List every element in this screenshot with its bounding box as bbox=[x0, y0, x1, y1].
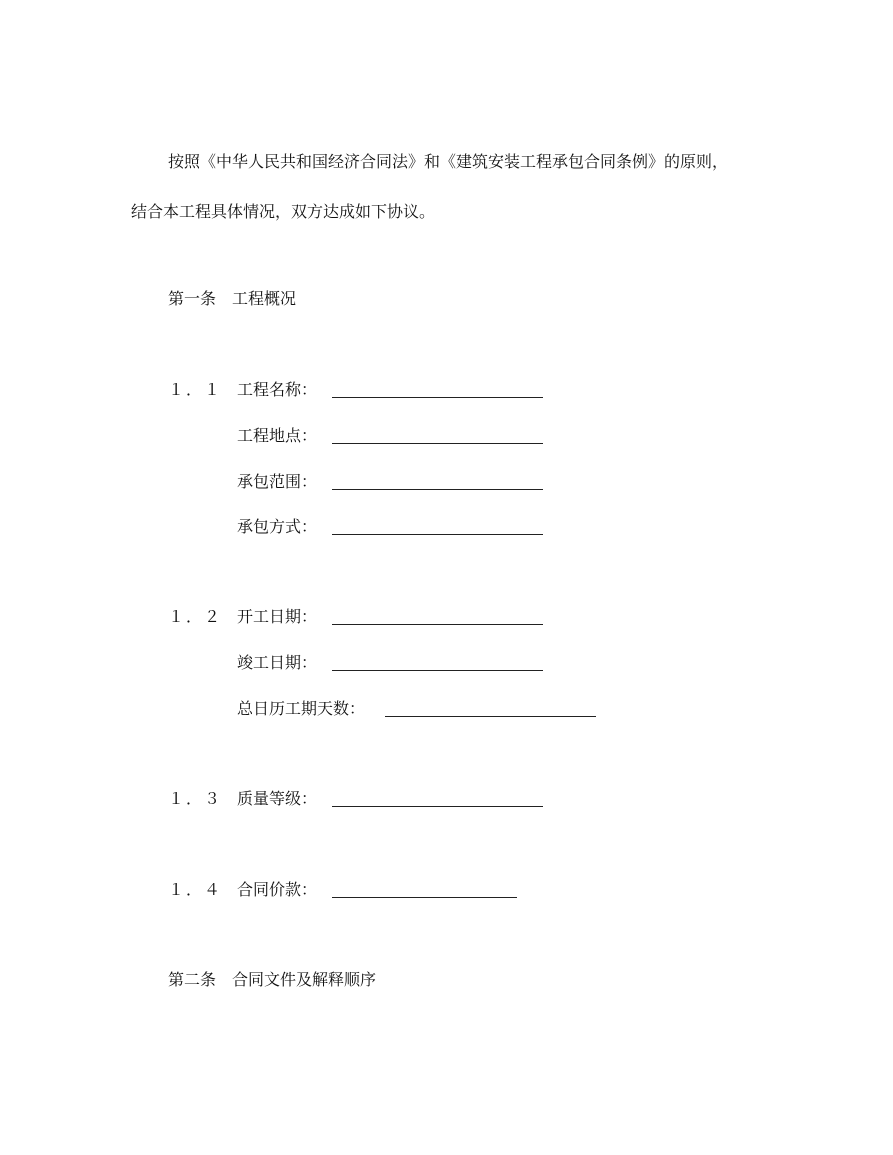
project-site-blank[interactable] bbox=[332, 443, 543, 444]
start-date-label: 开工日期： bbox=[237, 607, 318, 626]
quality-grade-label: 质量等级： bbox=[237, 789, 318, 808]
intro-line-1: 按照《中华人民共和国经济合同法》和《建筑安装工程承包合同条例》的原则， bbox=[168, 152, 729, 171]
article-2-heading: 第二条 合同文件及解释顺序 bbox=[168, 970, 377, 989]
contract-scope-blank[interactable] bbox=[332, 489, 543, 490]
project-site-label: 工程地点： bbox=[237, 426, 318, 445]
contract-method-label: 承包方式： bbox=[237, 517, 318, 536]
finish-date-label: 竣工日期： bbox=[237, 653, 318, 672]
section-1-2-number: １．２ bbox=[168, 607, 223, 626]
contract-scope-label: 承包范围： bbox=[237, 472, 318, 491]
contract-method-blank[interactable] bbox=[332, 534, 543, 535]
section-1-1-number: １．１ bbox=[168, 380, 223, 399]
finish-date-blank[interactable] bbox=[332, 670, 543, 671]
contract-price-blank[interactable] bbox=[332, 897, 517, 898]
intro-line-2: 结合本工程具体情况，双方达成如下协议。 bbox=[131, 202, 436, 221]
section-1-3-number: １．３ bbox=[168, 789, 223, 808]
project-name-blank[interactable] bbox=[332, 397, 543, 398]
section-1-4-number: １．４ bbox=[168, 880, 223, 899]
contract-price-label: 合同价款： bbox=[237, 880, 318, 899]
total-days-blank[interactable] bbox=[385, 716, 596, 717]
total-days-label: 总日历工期天数： bbox=[237, 699, 366, 718]
project-name-label: 工程名称： bbox=[237, 380, 318, 399]
quality-grade-blank[interactable] bbox=[332, 806, 543, 807]
article-1-heading: 第一条 工程概况 bbox=[168, 289, 297, 308]
start-date-blank[interactable] bbox=[332, 624, 543, 625]
